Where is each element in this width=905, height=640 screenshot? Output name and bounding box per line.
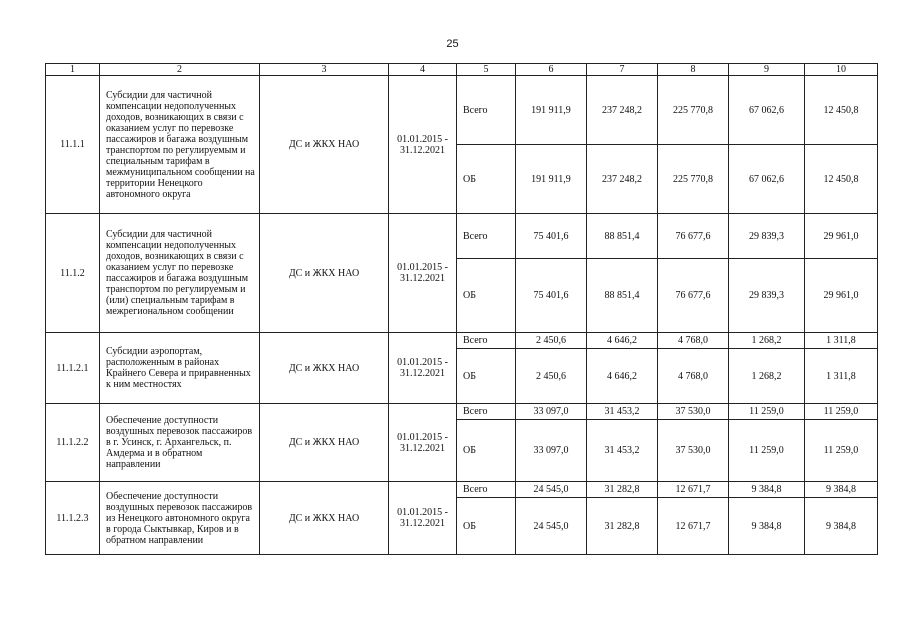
row-period: 01.01.2015 - 31.12.2021: [389, 482, 457, 555]
table-row: [46, 214, 878, 259]
value-cell: 33 097,0: [516, 420, 587, 482]
value-cell: 12 671,7: [658, 482, 729, 498]
funding-kind: Всего: [457, 404, 516, 420]
value-cell: 4 646,2: [587, 333, 658, 349]
value-cell: 31 453,2: [587, 404, 658, 420]
value-cell: 1 268,2: [729, 333, 805, 349]
row-number: 11.1.2.1: [46, 333, 100, 404]
table-row: [46, 333, 878, 349]
value-cell: 9 384,8: [805, 482, 878, 498]
value-cell: 2 450,6: [516, 333, 587, 349]
table-row: [46, 76, 878, 145]
value-cell: 29 839,3: [729, 259, 805, 333]
funding-kind: ОБ: [457, 349, 516, 404]
header-cell: 3: [260, 64, 389, 76]
value-cell: 225 770,8: [658, 145, 729, 214]
value-cell: 1 311,8: [805, 333, 878, 349]
value-cell: 33 097,0: [516, 404, 587, 420]
value-cell: 76 677,6: [658, 214, 729, 259]
header-cell: 7: [587, 64, 658, 76]
header-cell: 8: [658, 64, 729, 76]
value-cell: 67 062,6: [729, 145, 805, 214]
value-cell: 4 768,0: [658, 349, 729, 404]
table-row: [46, 482, 878, 498]
header-cell: 9: [729, 64, 805, 76]
value-cell: 191 911,9: [516, 76, 587, 145]
header-row: [46, 64, 878, 76]
value-cell: 31 282,8: [587, 482, 658, 498]
header-cell: 1: [46, 64, 100, 76]
value-cell: 12 450,8: [805, 76, 878, 145]
funding-kind: ОБ: [457, 498, 516, 555]
value-cell: 31 282,8: [587, 498, 658, 555]
value-cell: 1 268,2: [729, 349, 805, 404]
row-description: Субсидии аэропортам, расположенным в районах Крайнего Севера и приравненных к ним местностях: [100, 333, 260, 404]
funding-kind: ОБ: [457, 145, 516, 214]
header-cell: 4: [389, 64, 457, 76]
budget-table: [45, 63, 878, 555]
value-cell: 67 062,6: [729, 76, 805, 145]
value-cell: 37 530,0: [658, 404, 729, 420]
header-cell: 10: [805, 64, 878, 76]
row-description: Субсидии для частичной компенсации недополученных доходов, возникающих в связи с оказанием услуг по перевозке пассажиров и багажа воздушным транспортом по регулируемым и специальным тарифам в межмуниципальном сообщении на территории Ненецкого автономного округа: [100, 76, 260, 214]
row-period: 01.01.2015 - 31.12.2021: [389, 76, 457, 214]
row-number: 11.1.2.2: [46, 404, 100, 482]
row-description: Обеспечение доступности воздушных перевозок пассажиров из Ненецкого автономного округа в города Сыктывкар, Киров и в обратном направлении: [100, 482, 260, 555]
value-cell: 9 384,8: [729, 498, 805, 555]
header-cell: 2: [100, 64, 260, 76]
row-number: 11.1.2.3: [46, 482, 100, 555]
value-cell: 1 311,8: [805, 349, 878, 404]
value-cell: 29 961,0: [805, 259, 878, 333]
value-cell: 11 259,0: [729, 404, 805, 420]
value-cell: 29 839,3: [729, 214, 805, 259]
funding-kind: Всего: [457, 214, 516, 259]
value-cell: 24 545,0: [516, 498, 587, 555]
table-row: [46, 404, 878, 420]
row-organization: ДС и ЖКХ НАО: [260, 214, 389, 333]
value-cell: 88 851,4: [587, 214, 658, 259]
value-cell: 4 768,0: [658, 333, 729, 349]
value-cell: 4 646,2: [587, 349, 658, 404]
value-cell: 37 530,0: [658, 420, 729, 482]
value-cell: 11 259,0: [805, 404, 878, 420]
value-cell: 12 671,7: [658, 498, 729, 555]
header-cell: 5: [457, 64, 516, 76]
funding-kind: ОБ: [457, 259, 516, 333]
row-period: 01.01.2015 - 31.12.2021: [389, 214, 457, 333]
value-cell: 11 259,0: [805, 420, 878, 482]
row-description: Обеспечение доступности воздушных перевозок пассажиров в г. Усинск, г. Архангельск, п. Амдерма и в обратном направлении: [100, 404, 260, 482]
value-cell: 225 770,8: [658, 76, 729, 145]
value-cell: 88 851,4: [587, 259, 658, 333]
value-cell: 11 259,0: [729, 420, 805, 482]
row-organization: ДС и ЖКХ НАО: [260, 76, 389, 214]
funding-kind: ОБ: [457, 420, 516, 482]
row-organization: ДС и ЖКХ НАО: [260, 404, 389, 482]
funding-kind: Всего: [457, 482, 516, 498]
header-cell: 6: [516, 64, 587, 76]
value-cell: 9 384,8: [805, 498, 878, 555]
funding-kind: Всего: [457, 333, 516, 349]
row-organization: ДС и ЖКХ НАО: [260, 482, 389, 555]
row-number: 11.1.2: [46, 214, 100, 333]
value-cell: 237 248,2: [587, 145, 658, 214]
page-number: 25: [446, 38, 459, 50]
value-cell: 29 961,0: [805, 214, 878, 259]
value-cell: 75 401,6: [516, 259, 587, 333]
value-cell: 31 453,2: [587, 420, 658, 482]
row-description: Субсидии для частичной компенсации недополученных доходов, возникающих в связи с оказанием услуг по перевозке пассажиров и багажа воздушным транспортом по регулируемым и (или) специальным тарифам в межрегиональном сообщении: [100, 214, 260, 333]
value-cell: 75 401,6: [516, 214, 587, 259]
value-cell: 237 248,2: [587, 76, 658, 145]
row-period: 01.01.2015 - 31.12.2021: [389, 404, 457, 482]
value-cell: 9 384,8: [729, 482, 805, 498]
row-number: 11.1.1: [46, 76, 100, 214]
value-cell: 76 677,6: [658, 259, 729, 333]
value-cell: 24 545,0: [516, 482, 587, 498]
value-cell: 12 450,8: [805, 145, 878, 214]
row-organization: ДС и ЖКХ НАО: [260, 333, 389, 404]
row-period: 01.01.2015 - 31.12.2021: [389, 333, 457, 404]
value-cell: 191 911,9: [516, 145, 587, 214]
value-cell: 2 450,6: [516, 349, 587, 404]
funding-kind: Всего: [457, 76, 516, 145]
